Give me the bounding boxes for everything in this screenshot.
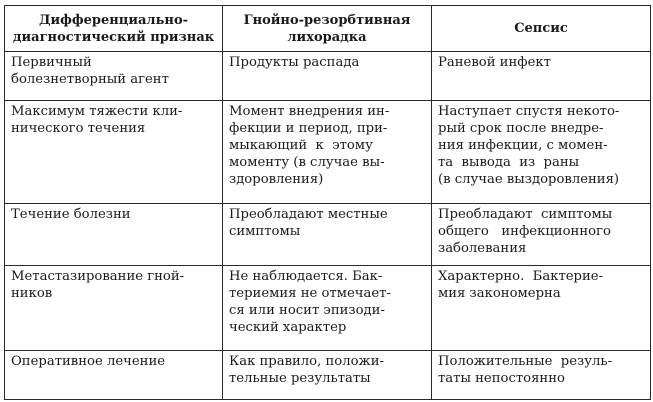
cell-text: фекции и период, при- — [229, 120, 388, 136]
header-text: Гнойно-резорбтивная — [243, 12, 411, 28]
cell-text: общего инфекционного — [438, 224, 611, 240]
document-page — [4, 5, 650, 400]
table-row — [5, 351, 651, 400]
header-purulent-fever — [223, 6, 432, 52]
cell-fever — [223, 52, 432, 101]
cell-fever — [223, 351, 432, 400]
cell-text: заболевания — [438, 241, 527, 257]
cell-text: ся или носит эпизоди- — [229, 303, 385, 319]
table-body — [5, 52, 651, 400]
cell-text: Преобладают симптомы — [438, 207, 613, 223]
cell-text: Преобладают местные — [229, 207, 388, 223]
cell-fever — [223, 266, 432, 351]
cell-text: болезнетворный агент — [11, 72, 169, 87]
cell-sepsis — [432, 266, 651, 351]
cell-text: Первичный — [11, 55, 92, 70]
cell-fever — [223, 204, 432, 266]
header-text: Сепсис — [514, 21, 568, 36]
cell-text: ния инфекции, с момен- — [438, 137, 608, 153]
table-header — [5, 6, 651, 52]
cell-text: Раневой инфект — [438, 55, 551, 70]
cell-sepsis — [432, 204, 651, 266]
cell-sign — [5, 351, 223, 400]
cell-sepsis — [432, 52, 651, 101]
header-sepsis — [432, 6, 651, 52]
cell-text: Момент внедрения ин- — [229, 103, 390, 119]
cell-text: симптомы — [229, 224, 301, 240]
cell-text: таты непостоянно — [438, 371, 565, 387]
table-row — [5, 204, 651, 266]
cell-text: моменту (в случае вы- — [229, 154, 385, 170]
cell-text: ников — [11, 286, 53, 302]
cell-sepsis — [432, 351, 651, 400]
cell-sign — [5, 100, 223, 204]
header-sign — [5, 6, 223, 52]
cell-fever — [223, 100, 432, 204]
cell-text: тельные результаты — [229, 371, 371, 387]
table-row — [5, 52, 651, 101]
cell-text: мыкающий к этому — [229, 137, 373, 153]
cell-text: Продукты распада — [229, 55, 360, 70]
header-text: диагностический признак — [12, 29, 215, 45]
differential-diagnosis-table — [4, 5, 651, 400]
cell-text: мия закономерна — [438, 286, 561, 302]
cell-text: здоровления) — [229, 171, 324, 187]
cell-text: Течение болезни — [11, 207, 131, 223]
table-row — [5, 266, 651, 351]
cell-text: Метастазирование гной- — [11, 269, 185, 285]
cell-text: Положительные резуль- — [438, 354, 613, 370]
cell-text: нического течения — [11, 120, 146, 136]
cell-text: ческий характер — [229, 320, 347, 336]
cell-text: Характерно. Бактерие- — [438, 269, 604, 285]
cell-sign — [5, 52, 223, 101]
cell-sepsis — [432, 100, 651, 204]
cell-sign — [5, 266, 223, 351]
table-row — [5, 100, 651, 204]
cell-text: Не наблюдается. Бак- — [229, 269, 383, 285]
cell-text: та вывода из раны — [438, 154, 580, 170]
cell-text: Наступает спустя некото- — [438, 103, 620, 119]
cell-text: Максимум тяжести кли- — [11, 103, 183, 119]
cell-text: Оперативное лечение — [11, 354, 166, 370]
cell-text: Как правило, положи- — [229, 354, 384, 370]
header-row — [5, 6, 651, 52]
cell-sign — [5, 204, 223, 266]
cell-text: (в случае выздоровления) — [438, 171, 620, 187]
cell-text: териемия не отмечает- — [229, 286, 391, 302]
header-text: лихорадка — [287, 29, 367, 45]
header-text: Дифференциально- — [38, 12, 189, 28]
cell-text: рый срок после внедре- — [438, 120, 604, 136]
